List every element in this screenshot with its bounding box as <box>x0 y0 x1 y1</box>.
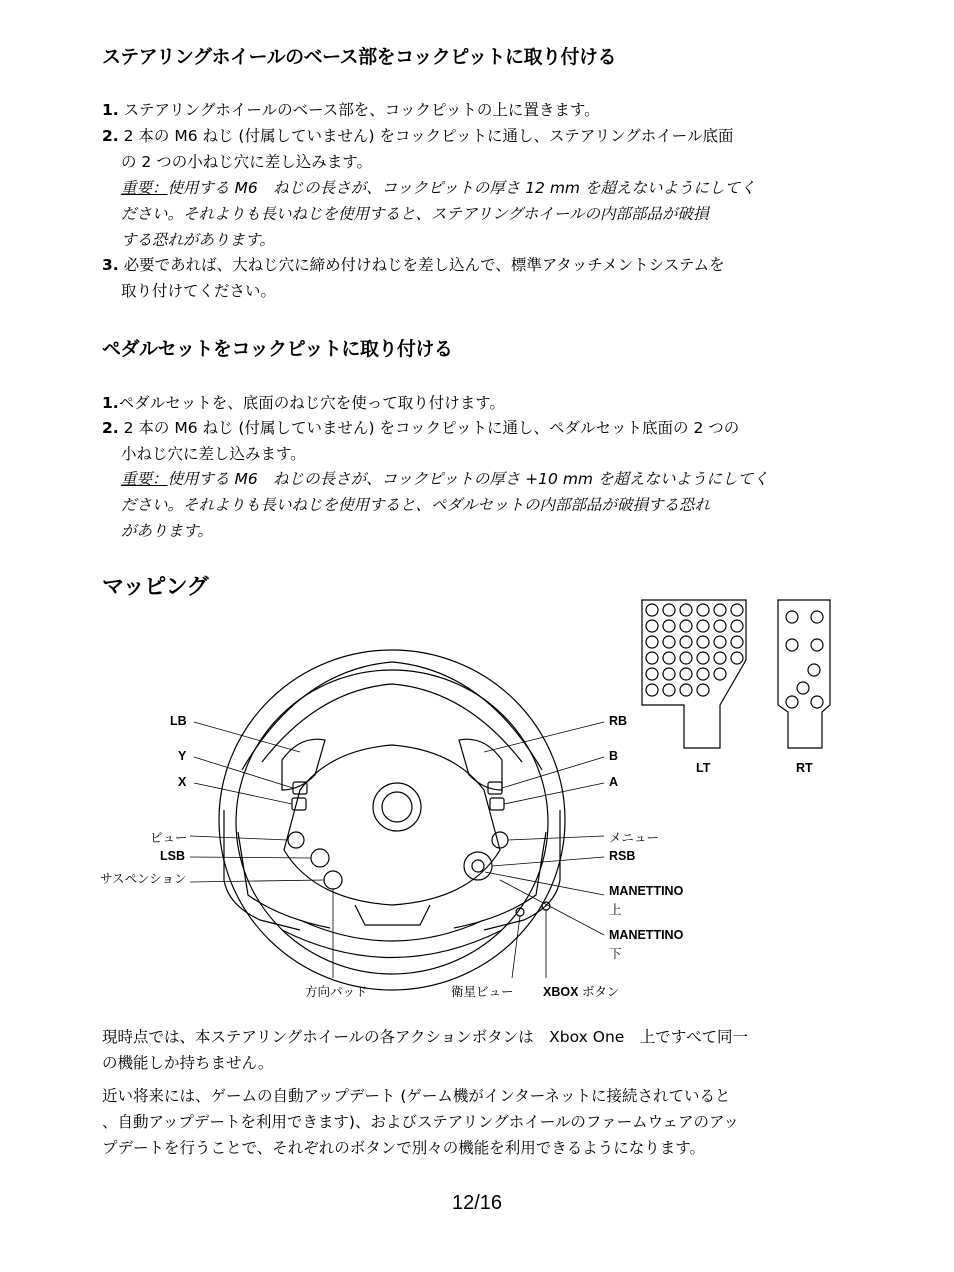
label-lt: LT <box>696 761 711 775</box>
pedal-hole <box>714 652 726 664</box>
label-lsb: LSB <box>160 849 185 863</box>
item-text: 2 本の M6 ねじ (付属していません) をコックピットに通し、ペダルセット底面の 2 つの <box>123 419 740 437</box>
pedal-hole <box>786 611 798 623</box>
wheel-bottom-inner <box>300 920 484 941</box>
dpad <box>324 871 342 889</box>
body-paragraph-1: 現時点では、本ステアリングホイールの各アクションボタンは Xbox One 上ですべて同一 <box>102 1028 748 1046</box>
item-number: 2. <box>102 419 119 437</box>
label-xbox-text: XBOX <box>543 985 579 999</box>
pedal-hole <box>786 696 798 708</box>
section-title-wheel: ステアリングホイールのベース部をコックピットに取り付ける <box>102 46 617 68</box>
item-text: ペダルセットを、底面のねじ穴を使って取り付けます。 <box>118 394 505 412</box>
label-xbox-suffix: ボタン <box>578 985 620 999</box>
pedal-hole <box>697 668 709 680</box>
label-manettino-down-sub: 下 <box>609 947 622 961</box>
label-manettino-up: MANETTINO <box>609 884 684 898</box>
pedal-hole <box>808 664 820 676</box>
pedal-hole <box>697 684 709 696</box>
label-xbox <box>543 982 619 1000</box>
pedal-hole <box>714 620 726 632</box>
body-paragraph-1-cont: の機能しか持ちません。 <box>102 1054 274 1072</box>
pedal-hole <box>663 652 675 664</box>
pedal-hole <box>680 668 692 680</box>
page-number: 12/16 <box>451 1192 503 1214</box>
label-a: A <box>609 775 619 789</box>
pedal-hole <box>663 684 675 696</box>
pedal-hole <box>811 639 823 651</box>
pedal-hole <box>697 636 709 648</box>
wheel-bottom <box>282 930 502 958</box>
pedal-hole <box>680 636 692 648</box>
pedal-hole <box>714 604 726 616</box>
label-suspension: サスペンション <box>100 872 187 886</box>
menu-button <box>492 832 508 848</box>
section-title-pedal: ペダルセットをコックピットに取り付ける <box>102 338 453 360</box>
pedal-hole <box>663 636 675 648</box>
pedal-hole <box>663 604 675 616</box>
label-menu: メニュー <box>609 831 660 845</box>
note-text: する恐れがあります。 <box>121 231 275 249</box>
label-manettino-up-sub: 上 <box>609 903 622 917</box>
pedal-hole <box>811 611 823 623</box>
pedal-hole <box>663 668 675 680</box>
pedal-hole <box>811 696 823 708</box>
lsb-button <box>311 849 329 867</box>
horn-logo-inner <box>382 792 412 822</box>
label-rt: RT <box>796 761 813 775</box>
pedal-hole <box>646 652 658 664</box>
pedal-hole <box>646 684 658 696</box>
view-button <box>288 832 304 848</box>
pedal-hole <box>646 604 658 616</box>
item-number: 3. <box>102 256 119 274</box>
note-label: 重要： <box>121 470 168 488</box>
item-number: 1. <box>102 394 119 412</box>
item-text-cont: の 2 つの小ねじ穴に差し込みます。 <box>121 153 372 171</box>
item-text: 2 本の M6 ねじ (付属していません) をコックピットに通し、ステアリングホイール底面 <box>123 127 734 145</box>
body-paragraph-2: 近い将来には、ゲームの自動アップデート (ゲーム機がインターネットに接続されていると <box>102 1087 731 1105</box>
item-number: 2. <box>102 127 119 145</box>
horn-logo-outer <box>373 783 421 831</box>
label-lb: LB <box>170 714 187 728</box>
label-sat-view: 衛星ビュー <box>451 985 514 999</box>
pedal-hole <box>797 682 809 694</box>
body-paragraph-2-cont: プデートを行うことで、それぞれのボタンで別々の機能を利用できるようになります。 <box>102 1139 705 1157</box>
x-button <box>292 798 306 810</box>
item-text: 必要であれば、大ねじ穴に締め付けねじを差し込んで、標準アタッチメントシステムを <box>123 256 725 274</box>
manettino-center <box>472 860 484 872</box>
note-text: ださい。それよりも長いねじを使用すると、ペダルセットの内部部品が破損する恐れ <box>121 496 711 514</box>
label-view: ビュー <box>150 831 188 845</box>
note-label: 重要： <box>121 179 168 197</box>
label-manettino-down: MANETTINO <box>609 928 684 942</box>
pedal-hole <box>680 652 692 664</box>
pedal-hole <box>731 604 743 616</box>
note-text: 使用する M6 ねじの長さが、コックピットの厚さ +10 mm を超えないようにしてく <box>167 470 769 488</box>
note-text: 使用する M6 ねじの長さが、コックピットの厚さ 12 mm を超えないようにしてく <box>167 179 756 197</box>
pedal-hole <box>646 620 658 632</box>
pedal-hole <box>714 636 726 648</box>
item-text-cont: 取り付けてください。 <box>121 282 277 300</box>
pedal-hole <box>697 652 709 664</box>
label-dpad: 方向パッド <box>305 985 368 999</box>
rt-pedal <box>778 600 830 748</box>
note-text: があります。 <box>121 522 213 540</box>
pedal-hole <box>731 652 743 664</box>
pedal-hole <box>697 620 709 632</box>
label-y: Y <box>178 749 187 763</box>
item-text: ステアリングホイールのベース部を、コックピットの上に置きます。 <box>123 101 600 119</box>
section-title-mapping: マッピング <box>102 575 209 600</box>
pedal-hole <box>646 636 658 648</box>
a-button <box>490 798 504 810</box>
wheel-rim-outer <box>219 650 565 990</box>
item-number: 1. <box>102 101 119 119</box>
pedal-hole <box>731 636 743 648</box>
wheel-left-body <box>224 810 300 930</box>
note-text: ださい。それよりも長いねじを使用すると、ステアリングホイールの内部部品が破損 <box>121 205 709 223</box>
pedal-hole <box>786 639 798 651</box>
item-text-cont: 小ねじ穴に差し込みます。 <box>121 445 306 463</box>
lt-pedal <box>642 600 746 748</box>
pedal-hole <box>714 668 726 680</box>
bottom-spoke <box>355 905 430 925</box>
label-rb: RB <box>609 714 628 728</box>
label-b: B <box>609 749 619 763</box>
label-rsb: RSB <box>609 849 636 863</box>
pedal-hole <box>680 684 692 696</box>
pedal-hole <box>680 620 692 632</box>
pedal-hole <box>731 620 743 632</box>
label-x: X <box>178 775 187 789</box>
pedal-hole <box>663 620 675 632</box>
body-paragraph-2-cont: 、自動アップデートを利用できます)、およびステアリングホイールのファームウェアのアッ <box>102 1113 739 1131</box>
wheel-right-body <box>484 810 560 930</box>
rim-top-inner <box>262 684 522 762</box>
pedal-hole <box>697 604 709 616</box>
pedal-hole <box>646 668 658 680</box>
pedal-hole <box>680 604 692 616</box>
